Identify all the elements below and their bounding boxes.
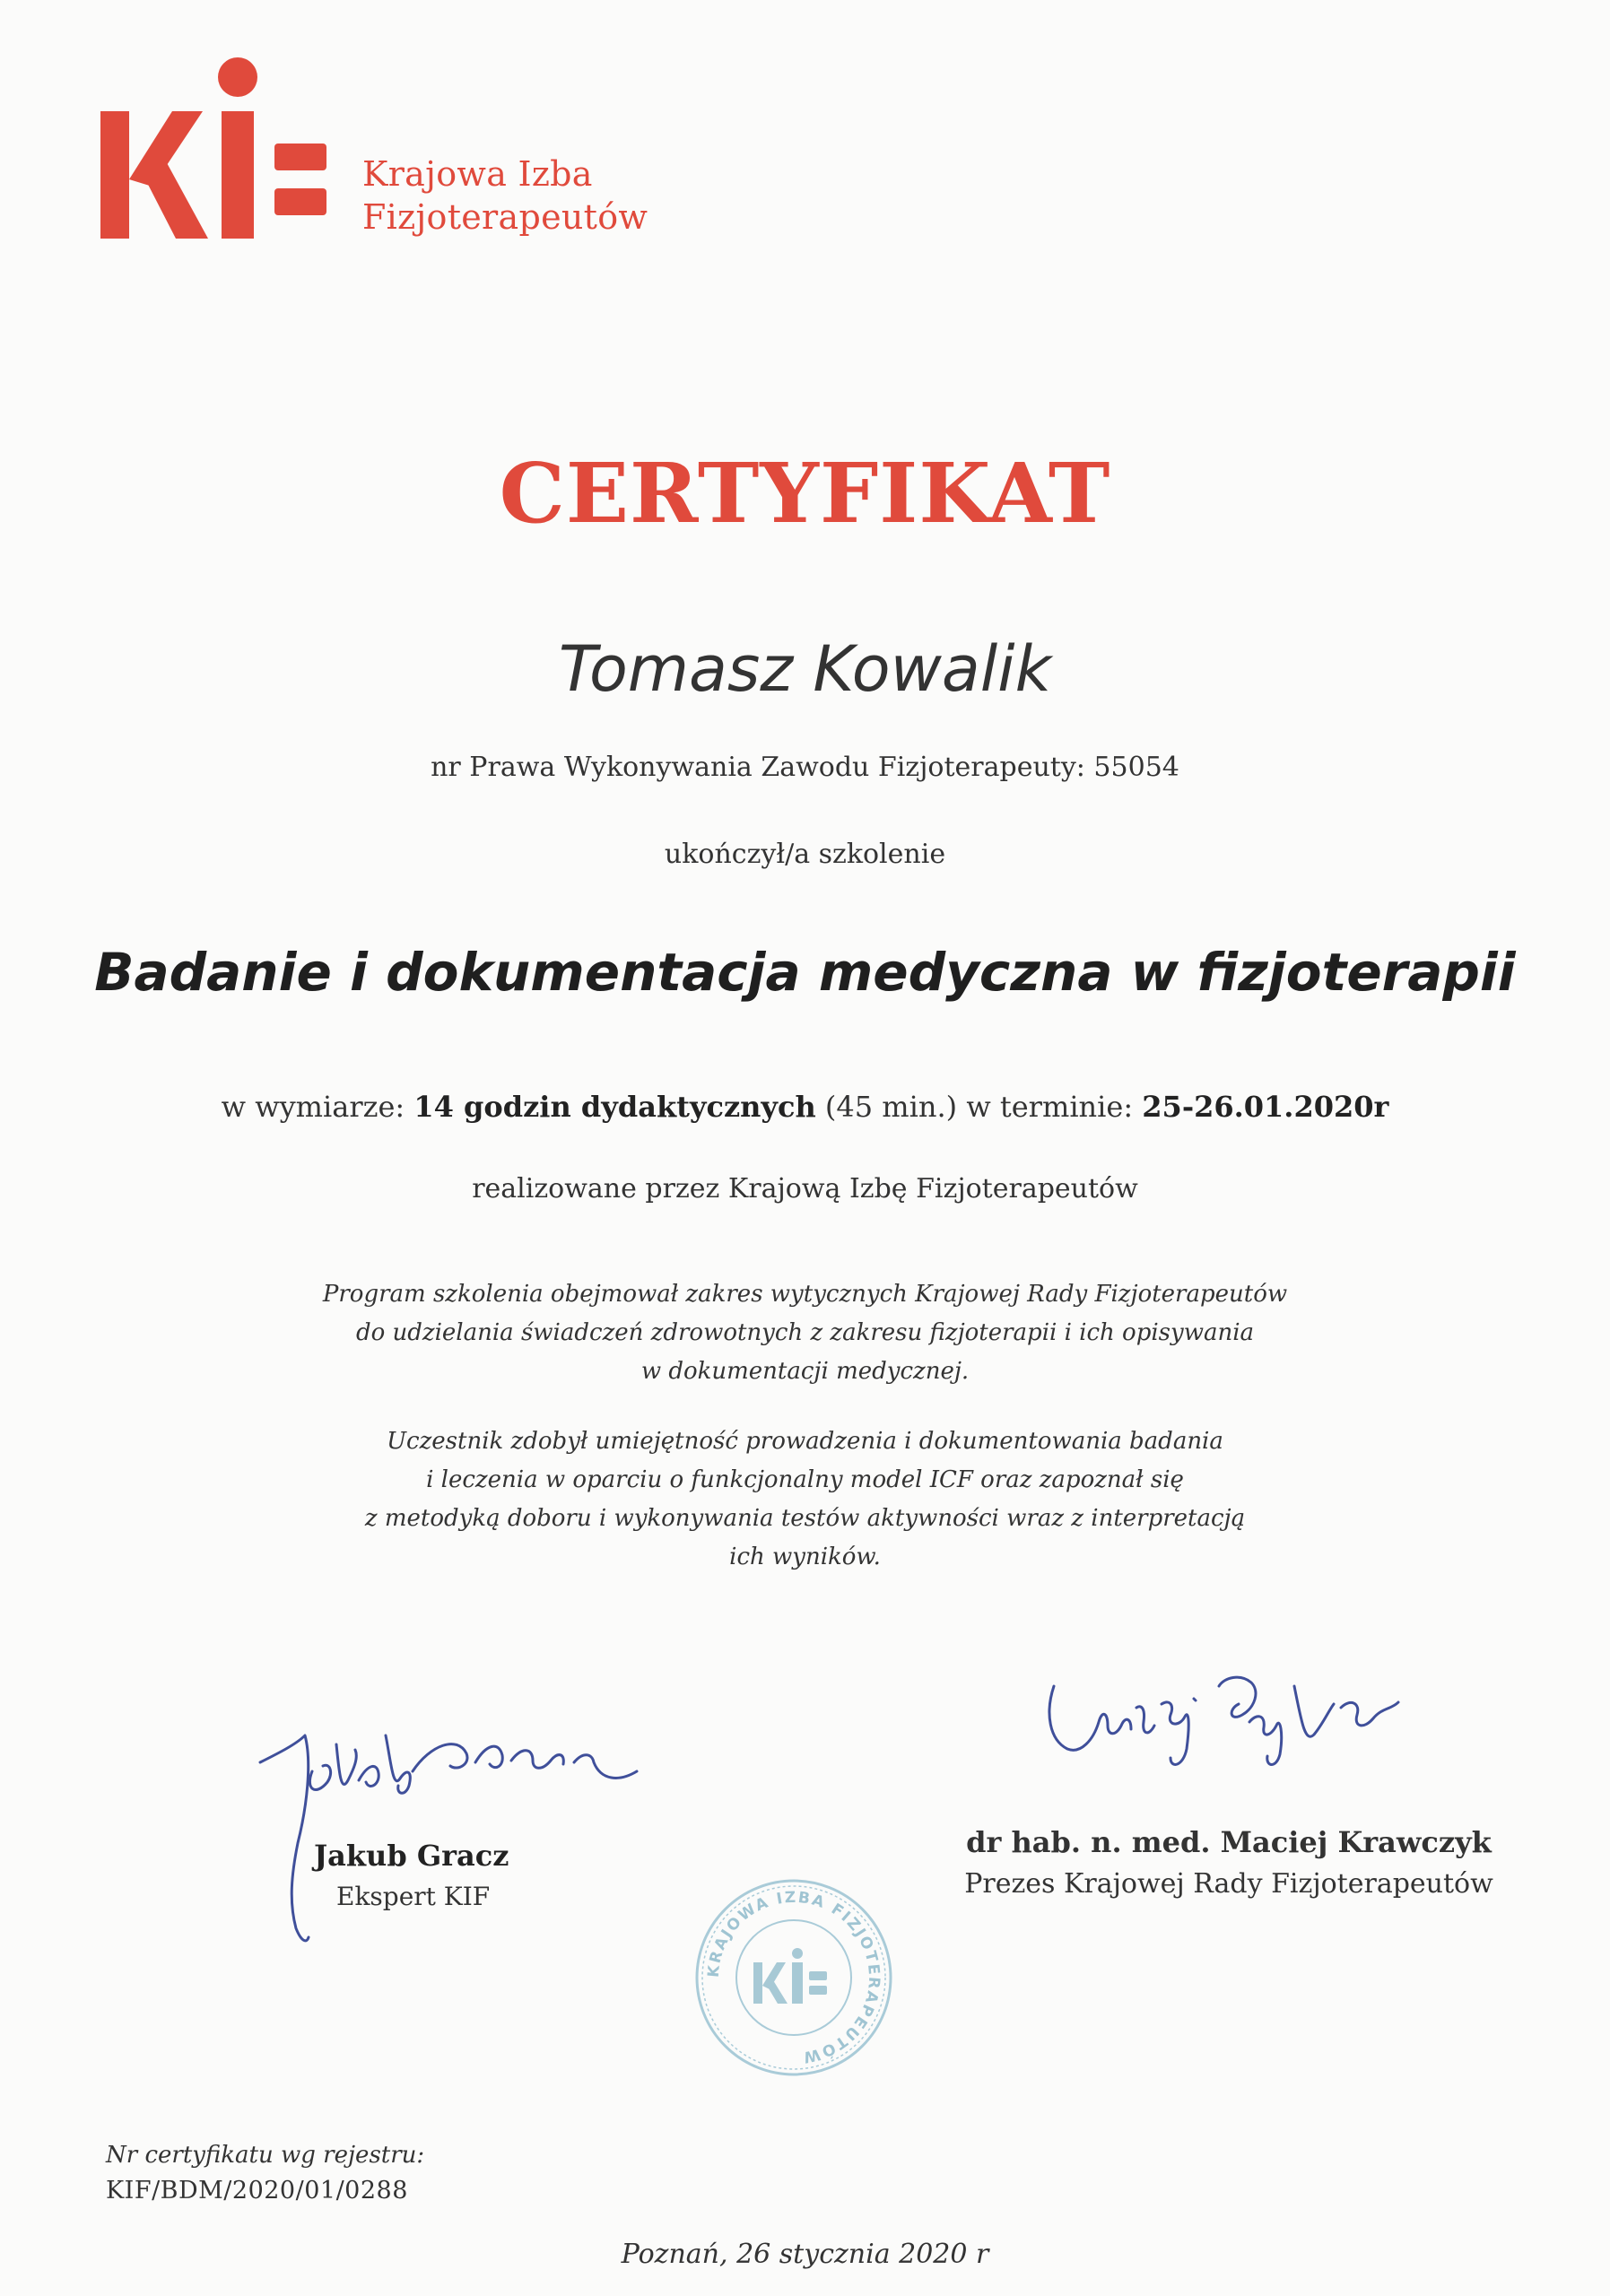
stamp-text: KRAJOWA IZBA FIZJOTERAPEUTÓW: [704, 1888, 883, 2066]
description-p2-line-2: i leczenia w oparciu o funkcjonalny model ICF oraz zapoznał się: [426, 1466, 1184, 1493]
scope-hours: 14 godzin dydaktycznych: [413, 1090, 816, 1124]
description-p1-line-1: Program szkolenia obejmował zakres wytycznych Krajowej Rady Fizjoterapeutów: [322, 1281, 1288, 1308]
description-p2-line-4: ich wyników.: [729, 1544, 881, 1570]
organization-name-line-2: Fizjoterapeutów: [362, 197, 648, 237]
signer-right-role: Prezes Krajowej Rady Fizjoterapeutów: [964, 1868, 1493, 1900]
description-p2-line-3: z metodyką doboru i wykonywania testów aktywności wraz z interpretacją: [364, 1505, 1246, 1532]
signature-left: [242, 1709, 664, 1960]
recipient-name: Tomasz Kowalik: [558, 632, 1052, 706]
organization-name-line-1: Krajowa Izba: [362, 154, 593, 194]
signer-left-role: Ekspert KIF: [336, 1882, 491, 1911]
signature-right: [1036, 1650, 1422, 1776]
kif-logo: [97, 54, 330, 242]
place-and-date: Poznań, 26 stycznia 2020 r: [621, 2239, 989, 2270]
completed-training-text: ukończył/a szkolenie: [664, 839, 946, 870]
organizer-line: realizowane przez Krajową Izbę Fizjoterapeutów: [472, 1173, 1138, 1205]
description-p1-line-3: w dokumentacji medycznej.: [640, 1358, 970, 1385]
official-stamp: [691, 1874, 897, 2081]
license-number-line: nr Prawa Wykonywania Zawodu Fizjoterapeuty: 55054: [431, 752, 1179, 783]
description-p1-line-2: do udzielania świadczeń zdrowotnych z zakresu fizjoterapii i ich opisywania: [355, 1319, 1255, 1346]
registry-number: KIF/BDM/2020/01/0288: [106, 2177, 408, 2205]
scope-unit-note: (45 min.) w terminie:: [815, 1090, 1143, 1124]
scope-dates: 25-26.01.2020r: [1142, 1090, 1389, 1124]
course-title: Badanie i dokumentacja medyczna w fizjoterapii: [94, 942, 1516, 1003]
description-p2-line-1: Uczestnik zdobył umiejętność prowadzenia i dokumentowania badania: [387, 1428, 1223, 1455]
training-scope-line: [0, 1090, 1610, 1124]
scope-prefix: w wymiarze:: [221, 1090, 414, 1124]
certificate-title: CERTYFIKAT: [499, 445, 1111, 542]
signer-right-name: dr hab. n. med. Maciej Krawczyk: [966, 1825, 1492, 1859]
signer-left-name: Jakub Gracz: [314, 1839, 509, 1873]
registry-label: Nr certyfikatu wg rejestru:: [106, 2142, 425, 2169]
